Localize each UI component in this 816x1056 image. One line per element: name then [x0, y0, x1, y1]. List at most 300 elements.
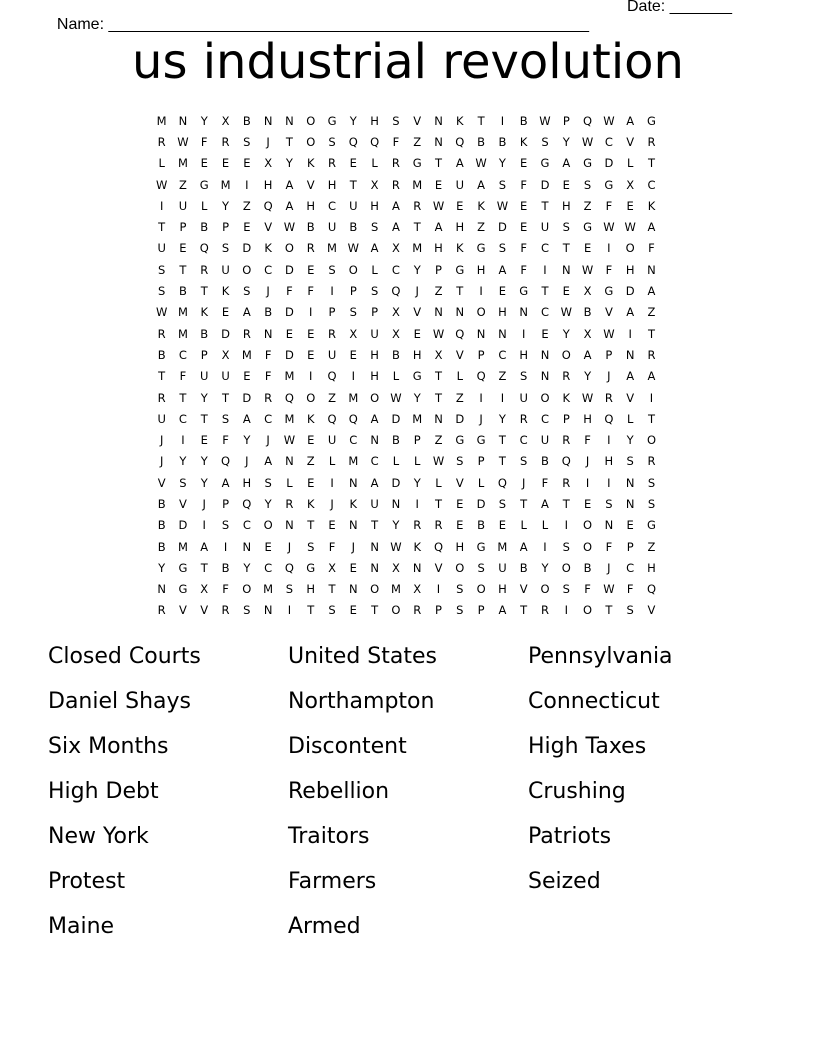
grid-cell: B [200, 326, 209, 341]
grid-cell: S [498, 177, 507, 192]
grid-cell: E [285, 326, 294, 341]
grid-cell: O [263, 518, 273, 533]
word-list-item: Pennsylvania [528, 644, 673, 669]
grid-cell: I [159, 198, 164, 213]
grid-cell: Y [200, 454, 208, 469]
grid-cell: L [392, 454, 400, 469]
grid-cell: N [412, 560, 422, 575]
grid-cell: B [541, 454, 549, 469]
grid-cell: M [327, 241, 337, 256]
grid-cell: N [285, 518, 294, 533]
grid-cell: Q [221, 454, 231, 469]
grid-cell: T [647, 411, 655, 426]
grid-cell: F [605, 262, 613, 277]
grid-cell: F [222, 582, 229, 597]
grid-cell: I [649, 390, 654, 405]
grid-cell: D [625, 284, 635, 299]
grid-cell: I [436, 582, 441, 597]
grid-cell: O [370, 390, 380, 405]
grid-cell: G [604, 177, 614, 192]
grid-cell: F [648, 241, 655, 256]
grid-cell: A [200, 539, 209, 554]
grid-cell: K [200, 305, 209, 320]
grid-cell: S [626, 454, 634, 469]
word-list-item: New York [48, 824, 149, 849]
grid-cell: E [498, 518, 507, 533]
grid-cell: G [519, 284, 529, 299]
grid-cell: R [434, 518, 443, 533]
grid-cell: G [540, 156, 550, 171]
grid-cell: U [157, 241, 166, 256]
grid-cell: T [413, 220, 421, 235]
grid-cell: N [285, 454, 294, 469]
grid-cell: I [181, 433, 185, 448]
grid-cell: V [179, 603, 187, 618]
grid-cell: N [391, 496, 401, 511]
grid-cell: N [476, 326, 486, 341]
grid-cell: U [157, 411, 166, 426]
grid-cell: F [584, 582, 591, 597]
grid-cell: F [222, 433, 229, 448]
grid-cell: R [328, 156, 337, 171]
grid-cell: Q [561, 454, 571, 469]
grid-cell: Y [392, 518, 400, 533]
grid-cell: Z [434, 433, 443, 448]
grid-cell: P [328, 305, 336, 320]
grid-cell: L [626, 156, 634, 171]
grid-cell: W [432, 198, 445, 213]
grid-cell: S [647, 496, 656, 511]
grid-cell: P [413, 433, 421, 448]
grid-cell: B [391, 347, 400, 362]
grid-cell: Y [349, 113, 357, 128]
grid-cell: O [306, 134, 316, 149]
grid-cell: S [392, 113, 400, 128]
grid-cell: Y [541, 560, 549, 575]
grid-cell: N [178, 113, 188, 128]
grid-cell: W [496, 198, 509, 213]
grid-cell: B [391, 433, 400, 448]
grid-cell: F [179, 369, 187, 384]
grid-cell: O [348, 262, 358, 277]
grid-cell: E [456, 198, 464, 213]
grid-cell: Q [284, 390, 294, 405]
grid-cell: E [349, 347, 357, 362]
grid-cell: D [476, 496, 486, 511]
grid-cell: M [263, 582, 274, 597]
grid-cell: S [370, 220, 379, 235]
grid-cell: A [285, 198, 294, 213]
grid-cell: K [349, 496, 358, 511]
grid-cell: S [221, 411, 230, 426]
grid-cell: C [540, 305, 549, 320]
grid-cell: P [626, 539, 634, 554]
grid-cell: M [412, 177, 423, 192]
grid-cell: H [370, 198, 379, 213]
grid-cell: Q [370, 134, 380, 149]
grid-cell: T [285, 134, 293, 149]
grid-cell: O [583, 539, 593, 554]
grid-cell: W [155, 177, 168, 192]
grid-cell: Q [455, 134, 465, 149]
grid-cell: Z [583, 198, 592, 213]
grid-cell: F [520, 241, 527, 256]
grid-cell: T [562, 496, 570, 511]
grid-cell: W [177, 134, 189, 149]
grid-cell: C [328, 198, 337, 213]
grid-cell: T [498, 454, 506, 469]
grid-cell: I [585, 475, 590, 490]
grid-cell: I [628, 326, 632, 341]
grid-cell: O [370, 582, 380, 597]
grid-cell: Q [583, 113, 593, 128]
word-list-item: Closed Courts [48, 644, 201, 669]
grid-cell: L [477, 475, 485, 490]
grid-cell: A [370, 241, 379, 256]
grid-cell: O [625, 241, 635, 256]
grid-cell: Y [158, 560, 166, 575]
grid-cell: I [564, 603, 568, 618]
grid-cell: T [456, 284, 464, 299]
grid-cell: M [156, 113, 167, 128]
grid-cell: W [581, 262, 594, 277]
grid-cell: N [434, 134, 443, 149]
grid-cell: B [242, 113, 251, 128]
grid-cell: A [391, 220, 400, 235]
grid-cell: T [200, 284, 208, 299]
grid-cell: X [391, 241, 400, 256]
grid-cell: L [371, 262, 378, 277]
grid-cell: T [434, 496, 443, 511]
grid-cell: R [391, 177, 400, 192]
grid-cell: L [456, 369, 464, 384]
grid-cell: P [435, 262, 442, 277]
grid-cell: M [284, 411, 295, 426]
grid-cell: H [647, 560, 656, 575]
grid-cell: M [348, 390, 359, 405]
grid-cell: P [605, 347, 613, 362]
grid-cell: T [179, 262, 187, 277]
grid-cell: L [201, 198, 208, 213]
grid-cell: H [476, 262, 486, 277]
grid-cell: A [285, 177, 294, 192]
grid-cell: I [223, 539, 228, 554]
grid-cell: N [370, 539, 379, 554]
grid-cell: H [625, 262, 635, 277]
grid-cell: W [432, 326, 445, 341]
grid-cell: E [583, 241, 592, 256]
grid-cell: N [604, 518, 614, 533]
grid-cell: N [434, 411, 443, 426]
grid-cell: E [562, 284, 570, 299]
grid-cell: E [626, 518, 634, 533]
grid-cell: I [245, 177, 249, 192]
grid-cell: I [479, 390, 483, 405]
grid-cell: L [414, 454, 421, 469]
grid-cell: N [540, 347, 550, 362]
grid-cell: S [456, 454, 464, 469]
grid-cell: A [391, 198, 400, 213]
grid-cell: S [328, 262, 336, 277]
grid-cell: Q [348, 134, 358, 149]
grid-cell: K [221, 284, 230, 299]
grid-cell: N [349, 518, 358, 533]
grid-cell: I [309, 305, 313, 320]
grid-cell: J [245, 454, 249, 469]
word-list-item: Maine [48, 914, 115, 939]
grid-cell: J [607, 369, 611, 384]
grid-cell: X [434, 347, 443, 362]
grid-cell: D [221, 326, 230, 341]
grid-cell: B [477, 134, 486, 149]
grid-cell: R [221, 134, 230, 149]
grid-cell: Y [285, 156, 293, 171]
grid-cell: N [349, 475, 358, 490]
grid-cell: V [519, 582, 528, 597]
grid-cell: I [543, 262, 547, 277]
word-list-item: Daniel Shays [48, 689, 191, 714]
grid-cell: G [647, 518, 656, 533]
grid-cell: O [455, 560, 465, 575]
grid-cell: G [306, 560, 316, 575]
grid-cell: Q [497, 475, 507, 490]
grid-cell: K [477, 198, 485, 213]
grid-cell: O [284, 241, 294, 256]
grid-cell: N [540, 369, 550, 384]
grid-cell: E [307, 433, 315, 448]
grid-cell: P [477, 603, 485, 618]
word-list-item: Crushing [528, 779, 626, 804]
grid-cell: A [498, 603, 507, 618]
grid-cell: R [157, 134, 166, 149]
grid-cell: E [520, 220, 528, 235]
grid-cell: M [348, 454, 359, 469]
grid-cell: D [540, 177, 550, 192]
grid-cell: O [476, 305, 486, 320]
grid-cell: U [519, 390, 528, 405]
grid-cell: A [498, 262, 507, 277]
grid-cell: H [327, 177, 337, 192]
grid-cell: L [286, 475, 293, 490]
grid-cell: F [286, 284, 293, 299]
grid-cell: I [287, 603, 292, 618]
grid-cell: O [540, 582, 550, 597]
grid-cell: W [347, 241, 359, 256]
grid-cell: J [287, 539, 292, 554]
grid-cell: I [415, 496, 419, 511]
grid-cell: N [370, 433, 379, 448]
grid-cell: C [647, 177, 656, 192]
grid-cell: K [413, 539, 421, 554]
grid-cell: B [179, 284, 187, 299]
grid-cell: V [434, 560, 443, 575]
grid-cell: E [541, 326, 549, 341]
grid-cell: S [221, 241, 230, 256]
grid-cell: B [200, 220, 209, 235]
grid-cell: X [264, 156, 273, 171]
grid-cell: T [647, 156, 655, 171]
grid-cell: C [349, 433, 358, 448]
grid-cell: Q [327, 369, 337, 384]
grid-cell: G [647, 113, 656, 128]
grid-cell: Z [647, 539, 656, 554]
grid-cell: T [371, 518, 379, 533]
grid-cell: M [220, 177, 231, 192]
grid-cell: V [200, 603, 209, 618]
grid-cell: S [562, 582, 570, 597]
grid-cell: G [412, 369, 422, 384]
grid-cell: I [607, 475, 611, 490]
grid-cell: O [476, 582, 486, 597]
grid-cell: Y [562, 134, 570, 149]
grid-cell: G [583, 156, 593, 171]
grid-cell: Q [476, 369, 486, 384]
grid-cell: B [221, 560, 230, 575]
grid-cell: R [413, 603, 422, 618]
grid-cell: R [604, 390, 613, 405]
grid-cell: C [626, 560, 635, 575]
grid-cell: E [243, 369, 251, 384]
grid-cell: J [521, 475, 526, 490]
grid-cell: Y [562, 326, 570, 341]
grid-cell: G [583, 220, 593, 235]
grid-cell: G [455, 433, 465, 448]
grid-cell: A [242, 305, 251, 320]
grid-cell: I [330, 284, 334, 299]
grid-cell: U [200, 369, 209, 384]
grid-cell: M [177, 539, 188, 554]
grid-cell: Y [200, 113, 208, 128]
grid-cell: U [455, 177, 465, 192]
grid-cell: E [456, 496, 464, 511]
grid-cell: I [607, 241, 611, 256]
grid-cell: I [607, 433, 611, 448]
grid-cell: S [477, 560, 485, 575]
grid-cell: D [178, 518, 188, 533]
grid-cell: A [626, 113, 635, 128]
grid-cell: Q [327, 411, 337, 426]
grid-cell: B [498, 134, 507, 149]
grid-cell: Y [243, 560, 251, 575]
grid-cell: Q [646, 582, 656, 597]
grid-cell: F [541, 475, 549, 490]
grid-cell: Z [498, 369, 507, 384]
grid-cell: A [455, 156, 464, 171]
grid-cell: R [221, 603, 230, 618]
grid-cell: G [604, 284, 614, 299]
word-list-item: Connecticut [528, 689, 660, 714]
grid-cell: C [370, 454, 379, 469]
name-field-label: Name: ______________________________________________________ [56, 16, 589, 33]
grid-cell: A [647, 284, 656, 299]
grid-cell: T [434, 156, 443, 171]
grid-cell: I [564, 518, 568, 533]
grid-cell: Y [498, 156, 506, 171]
grid-cell: F [626, 582, 634, 597]
grid-cell: O [306, 113, 316, 128]
grid-cell: V [626, 134, 635, 149]
grid-cell: N [263, 603, 273, 618]
grid-cell: H [306, 582, 316, 597]
grid-cell: S [520, 369, 528, 384]
grid-cell: Q [284, 560, 294, 575]
grid-cell: E [626, 198, 634, 213]
grid-cell: X [391, 326, 400, 341]
grid-cell: E [434, 177, 443, 192]
grid-cell: P [477, 454, 485, 469]
grid-cell: N [242, 539, 252, 554]
grid-cell: X [221, 113, 230, 128]
grid-cell: Q [199, 241, 209, 256]
grid-cell: T [498, 433, 506, 448]
grid-cell: P [562, 411, 570, 426]
grid-cell: R [562, 475, 571, 490]
grid-cell: A [583, 347, 592, 362]
grid-cell: B [349, 220, 358, 235]
grid-cell: Q [433, 539, 444, 554]
grid-cell: F [584, 433, 591, 448]
grid-cell: K [306, 156, 315, 171]
grid-cell: S [498, 496, 507, 511]
grid-cell: C [498, 347, 507, 362]
grid-cell: H [498, 305, 507, 320]
grid-cell: C [264, 262, 273, 277]
grid-cell: U [349, 198, 358, 213]
grid-cell: H [561, 198, 571, 213]
grid-cell: Z [306, 454, 315, 469]
grid-cell: Q [263, 198, 273, 213]
grid-cell: R [562, 369, 571, 384]
grid-cell: A [477, 177, 486, 192]
grid-cell: A [370, 411, 379, 426]
grid-cell: N [263, 326, 273, 341]
grid-cell: Y [626, 433, 634, 448]
grid-cell: E [200, 433, 208, 448]
grid-cell: I [479, 284, 483, 299]
word-list-item: Northampton [288, 689, 435, 714]
grid-cell: K [562, 390, 571, 405]
grid-cell: N [625, 496, 635, 511]
grid-cell: R [562, 433, 571, 448]
grid-cell: S [157, 284, 166, 299]
grid-cell: F [605, 539, 613, 554]
grid-cell: Z [434, 284, 443, 299]
grid-cell: X [328, 560, 336, 575]
grid-cell: P [179, 220, 187, 235]
grid-cell: W [581, 134, 594, 149]
grid-cell: S [349, 305, 357, 320]
grid-cell: B [264, 305, 273, 320]
grid-cell: V [626, 390, 635, 405]
grid-cell: S [605, 496, 613, 511]
grid-cell: K [519, 134, 528, 149]
grid-cell: O [540, 390, 550, 405]
grid-cell: Y [413, 390, 421, 405]
grid-cell: T [541, 284, 549, 299]
grid-cell: T [520, 603, 528, 618]
grid-cell: F [200, 134, 208, 149]
grid-cell: W [624, 220, 636, 235]
word-list-item: Farmers [288, 869, 377, 894]
grid-cell: R [413, 198, 422, 213]
grid-cell: N [434, 113, 443, 128]
grid-cell: L [328, 454, 336, 469]
grid-cell: S [626, 603, 634, 618]
grid-cell: S [647, 475, 656, 490]
grid-cell: Y [413, 262, 421, 277]
grid-cell: G [178, 560, 188, 575]
grid-cell: U [370, 326, 379, 341]
